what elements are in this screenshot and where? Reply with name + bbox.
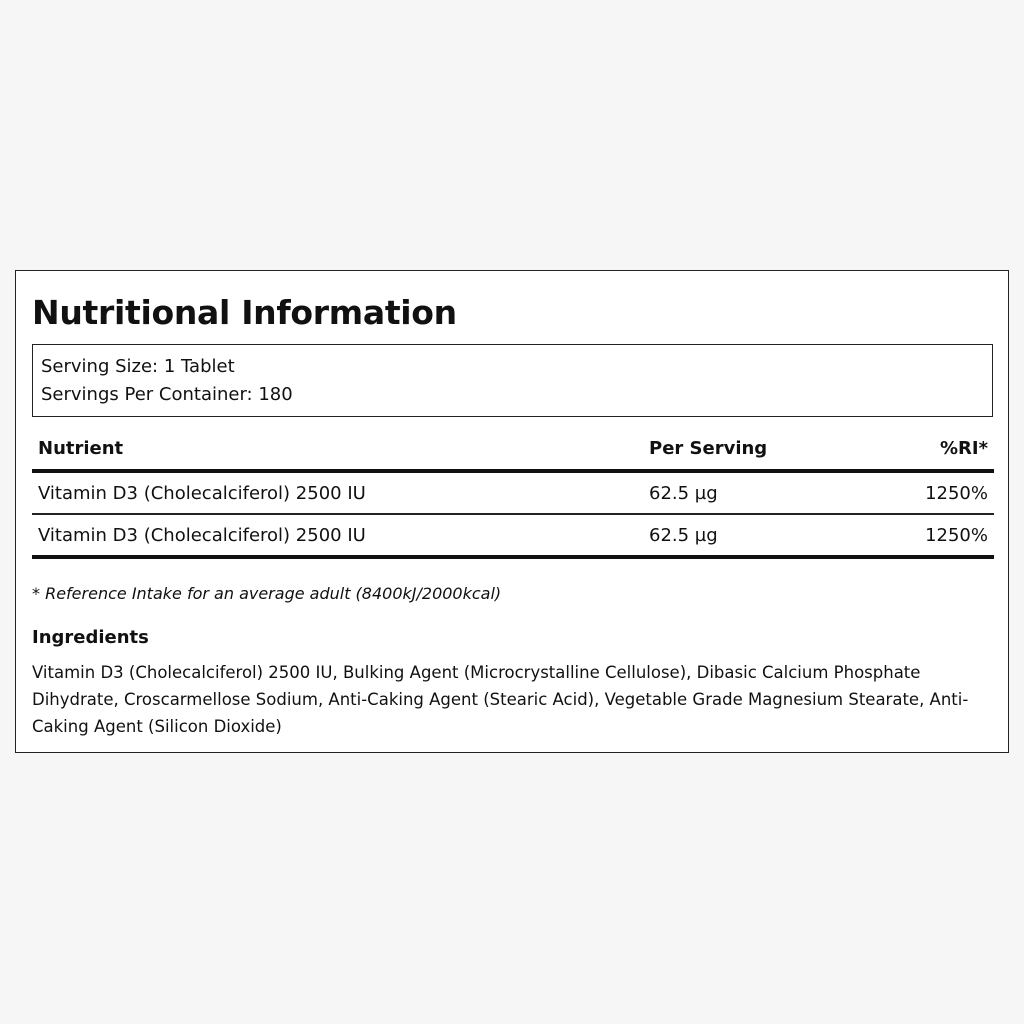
nutrient-name: Vitamin D3 (Cholecalciferol) 2500 IU [38, 483, 366, 504]
table-row [32, 473, 994, 513]
nutrient-per-serving: 62.5 µg [649, 483, 718, 504]
servings-per-container: Servings Per Container: 180 [41, 384, 293, 405]
table-bottom-divider [32, 555, 994, 559]
nutrient-per-serving: 62.5 µg [649, 524, 718, 546]
ri-footnote: * Reference Intake for an average adult (8400kJ/2000kcal) [32, 584, 502, 603]
nutrient-name: Vitamin D3 (Cholecalciferol) 2500 IU [38, 524, 366, 546]
nutrient-ri: 1250% [925, 524, 988, 546]
table-row [32, 515, 994, 555]
page-title: Nutritional Information [32, 293, 457, 332]
table-header-row [32, 431, 994, 469]
header-nutrient: Nutrient [38, 438, 124, 459]
nutrient-table [32, 431, 994, 559]
ingredients-text: Vitamin D3 (Cholecalciferol) 2500 IU, Bulking Agent (Microcrystalline Cellulose), Dibasic Calcium Phosphate Dihydrate, Croscarmellose Sodium, Anti-Caking Agent (Stearic Acid), Vegetable Grade Magnesium Stearate, Anti-Caking Agent (Silicon Dioxide) [32, 663, 969, 736]
serving-info-box [32, 344, 993, 417]
header-per-serving: Per Serving [649, 438, 768, 459]
nutrient-ri: 1250% [925, 483, 988, 504]
serving-size: Serving Size: 1 Tablet [41, 356, 235, 377]
ingredients-heading: Ingredients [32, 627, 149, 648]
nutrition-panel [15, 270, 1009, 753]
header-ri: %RI* [939, 438, 988, 459]
